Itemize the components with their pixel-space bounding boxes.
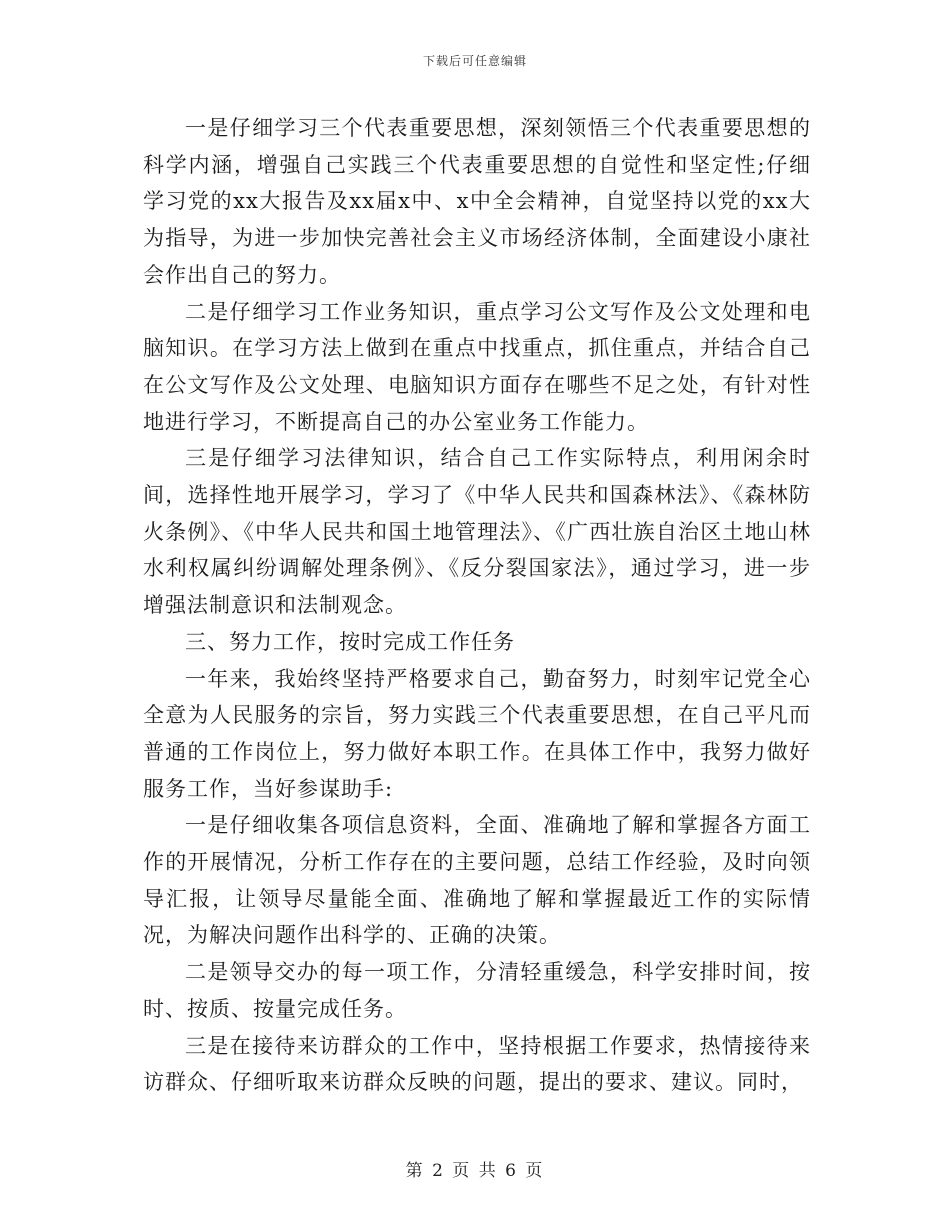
paragraph-year-summary: 一年来，我始终坚持严格要求自己，勤奋努力，时刻牢记党全心全意为人民服务的宗旨，努力实践三个代表重要思想，在自己平凡而普通的工作岗位上，努力做好本职工作。在具体工作中，我努力做好服务工作，当好参谋助手: <box>143 666 811 801</box>
section-heading-work: 三、努力工作，按时完成工作任务 <box>185 629 515 654</box>
page-number: 第 2 页 共 6 页 <box>405 1161 545 1181</box>
paragraph-study-law: 三是仔细学习法律知识，结合自己工作实际特点，利用闲余时间，选择性地开展学习，学习了《中华人民共和国森林法》、《森林防火条例》、《中华人民共和国土地管理法》、《广西壮族自治区土地山林水利权属纠纷调解处理条例》、《反分裂国家法》，通过学习，进一步增强法制意识和法制观念。 <box>143 446 811 618</box>
paragraph-study-theory: 一是仔细学习三个代表重要思想，深刻领悟三个代表重要思想的科学内涵，增强自己实践三个代表重要思想的自觉性和坚定性;仔细学习党的xx大报告及xx届x中、x中全会精神，自觉坚持以党的xx大为指导，为进一步加快完善社会主义市场经济体制，全面建设小康社会作出自己的努力。 <box>143 116 811 287</box>
document-body <box>143 110 811 1101</box>
paragraph-assigned-tasks: 二是领导交办的每一项工作，分清轻重缓急，科学安排时间，按时、按质、按量完成任务。 <box>143 960 811 1021</box>
paragraph-study-business: 二是仔细学习工作业务知识，重点学习公文写作及公文处理和电脑知识。在学习方法上做到在重点中找重点，抓住重点，并结合自己在公文写作及公文处理、电脑知识方面存在哪些不足之处，有针对性地进行学习，不断提高自己的办公室业务工作能力。 <box>143 299 811 434</box>
paragraph-reception: 三是在接待来访群众的工作中，坚持根据工作要求，热情接待来访群众、仔细听取来访群众反映的问题，提出的要求、建议。同时， <box>143 1033 811 1095</box>
paragraph-collect-info: 一是仔细收集各项信息资料，全面、准确地了解和掌握各方面工作的开展情况，分析工作存在的主要问题，总结工作经验，及时向领导汇报，让领导尽量能全面、准确地了解和掌握最近工作的实际情况，为解决问题作出科学的、正确的决策。 <box>143 813 811 948</box>
page-header: 下载后可任意编辑 <box>422 54 527 68</box>
